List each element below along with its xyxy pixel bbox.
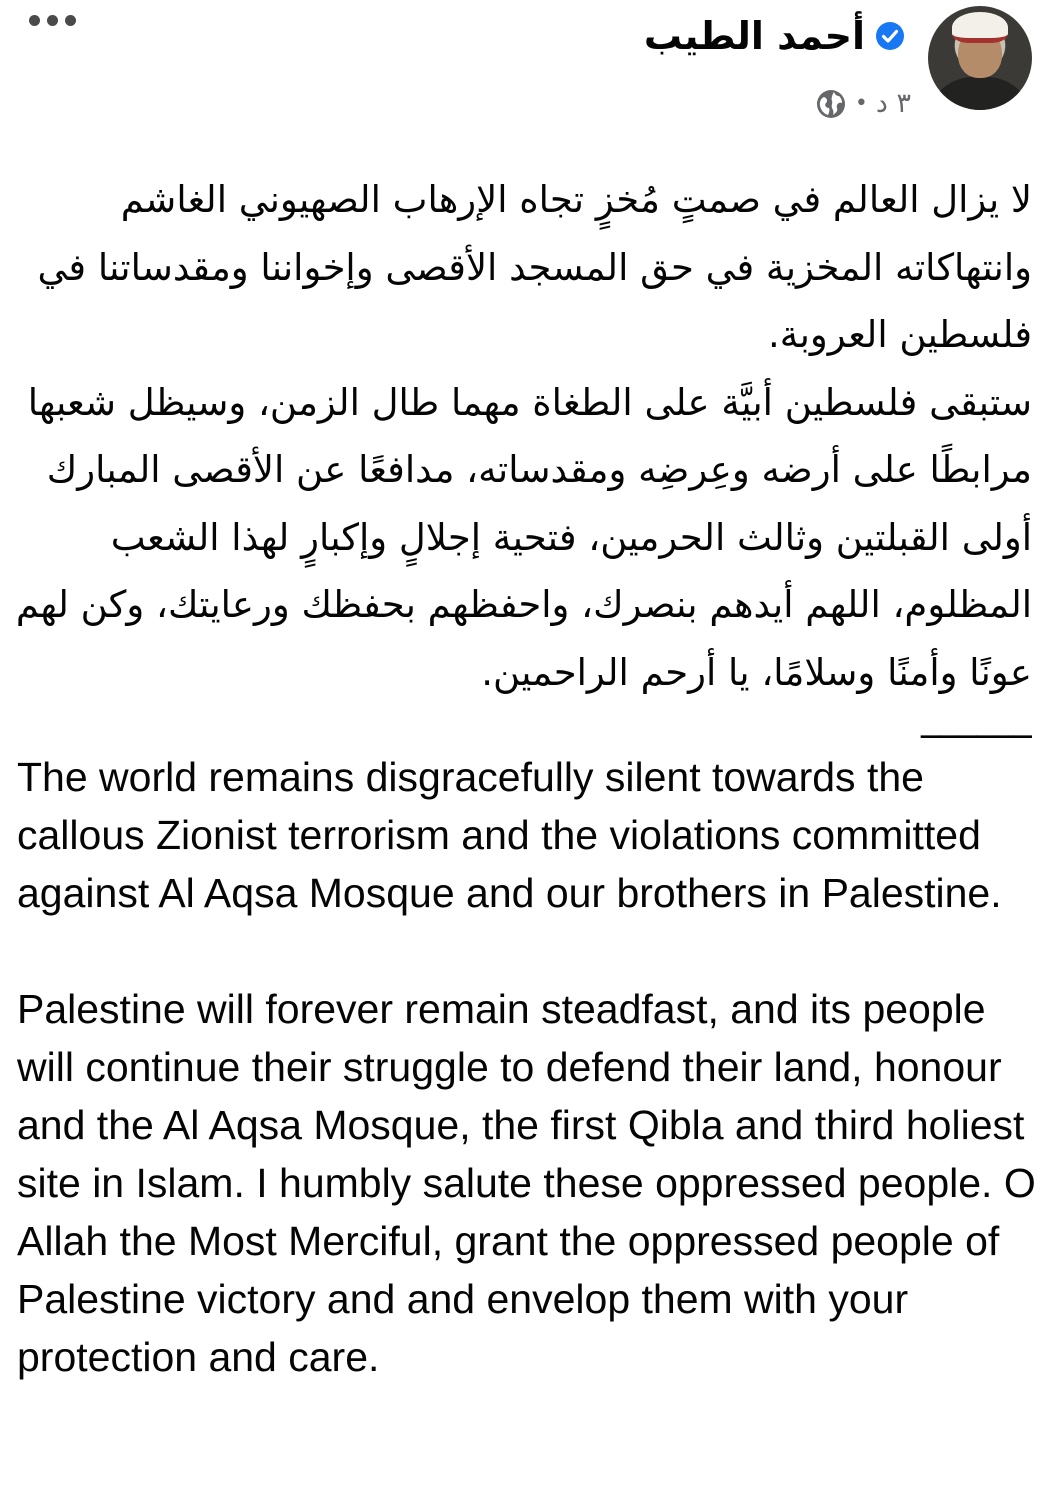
globe-icon[interactable] — [815, 88, 847, 120]
avatar-robe — [934, 76, 1026, 110]
more-options-icon — [65, 15, 76, 26]
arabic-paragraph: لا يزال العالم في صمتٍ مُخزٍ تجاه الإرهاب الصهيوني الغاشم وانتهاكاته المخزية في حق المسجد الأقصى وإخواننا ومقدساتنا في فلسطين العروبة. — [37, 178, 1032, 356]
avatar[interactable] — [928, 6, 1032, 110]
meta-separator: • — [854, 91, 868, 116]
post-timestamp[interactable]: ٣ د — [875, 88, 911, 119]
more-options-icon — [29, 15, 40, 26]
author-row — [644, 8, 905, 64]
post-meta — [815, 84, 911, 124]
verified-badge-icon — [875, 21, 905, 51]
english-paragraph: Palestine will forever remain steadfast, and its people will continue their struggle to defend their land, honour and the Al Aqsa Mosque, the first Qibla and third holiest site in Islam. I humbly salute these oppressed people. O Allah the Most Merciful, grant the oppressed people of Palestine victory and and envelop them with your protection and care. — [17, 986, 1036, 1380]
more-options-button[interactable] — [20, 0, 84, 40]
arabic-paragraph: ستبقى فلسطين أبيَّة على الطغاة مهما طال الزمن، وسيظل شعبها مرابطًا على أرضه وعِرضِه ومقدساته، مدافعًا عن الأقصى المبارك أولى القبلتين وثالث الحرمين، فتحية إجلالٍ وإكبارٍ لهذا الشعب المظلوم، اللهم أيدهم بنصرك، واحفظهم بحفظك ورعايتك، وكن لهم عونًا وأمنًا وسلامًا، يا أرحم الراحمين. — [15, 380, 1032, 694]
more-options-icon — [47, 15, 58, 26]
avatar-turban — [952, 12, 1008, 43]
text-divider: ______ — [921, 695, 1032, 738]
post-text-english — [17, 748, 1047, 1386]
english-paragraph: The world remains disgracefully silent towards the callous Zionist terrorism and the violations committed against Al Aqsa Mosque and our brothers in Palestine. — [17, 754, 1002, 916]
author-name[interactable]: أحمد الطيب — [643, 14, 865, 58]
post-text-arabic — [14, 166, 1032, 706]
